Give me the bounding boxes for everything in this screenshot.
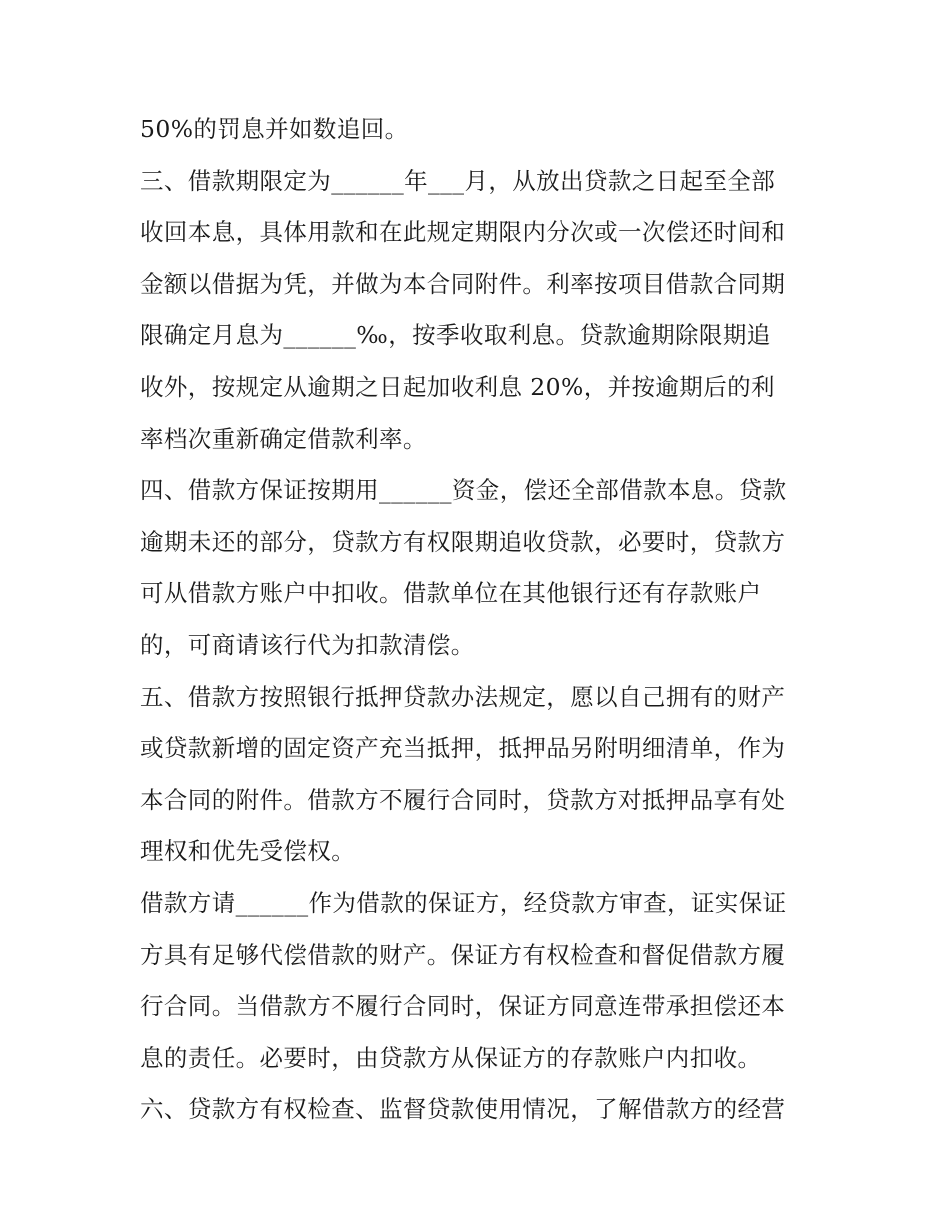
text-line: 息的责任。必要时，由贷款方从保证方的存款账户内扣收。 <box>140 1043 762 1072</box>
text-line: 收外，按规定从逾期之日起加收利息 20%，并按逾期后的利 <box>140 372 775 401</box>
document-body <box>140 104 820 1136</box>
text-line: 率档次重新确定借款利率。 <box>140 424 427 453</box>
text-line: 逾期未还的部分，贷款方有权限期追收贷款，必要时，贷款方 <box>140 527 786 556</box>
text-line: 的，可商请该行代为扣款清偿。 <box>140 630 475 659</box>
text-line: 本合同的附件。借款方不履行合同时，贷款方对抵押品享有处 <box>140 785 786 814</box>
text-line: 六、贷款方有权检查、监督贷款使用情况，了解借款方的经营 <box>140 1095 786 1124</box>
text-line: 理权和优先受偿权。 <box>140 837 356 866</box>
text-line: 50%的罚息并如数追回。 <box>140 115 409 143</box>
text-line: 限确定月息为______‰，按季收取利息。贷款逾期除限期追 <box>140 321 771 350</box>
text-line: 方具有足够代偿借款的财产。保证方有权检查和督促借款方履 <box>140 940 786 969</box>
text-line: 可从借款方账户中扣收。借款单位在其他银行还有存款账户 <box>140 579 762 608</box>
text-line: 三、借款期限定为______年___月，从放出贷款之日起至全部 <box>140 166 776 195</box>
text-line: 收回本息，具体用款和在此规定期限内分次或一次偿还时间和 <box>140 218 786 247</box>
text-line: 借款方请______作为借款的保证方，经贷款方审查，证实保证 <box>140 888 787 917</box>
text-line: 四、借款方保证按期用______资金，偿还全部借款本息。贷款 <box>140 476 787 505</box>
text-line: 行合同。当借款方不履行合同时，保证方同意连带承担偿还本 <box>140 992 786 1021</box>
text-line: 五、借款方按照银行抵押贷款办法规定，愿以自己拥有的财产 <box>140 682 786 711</box>
text-line: 金额以借据为凭，并做为本合同附件。利率按项目借款合同期 <box>140 269 786 298</box>
text-line: 或贷款新增的固定资产充当抵押，抵押品另附明细清单，作为 <box>140 734 786 763</box>
